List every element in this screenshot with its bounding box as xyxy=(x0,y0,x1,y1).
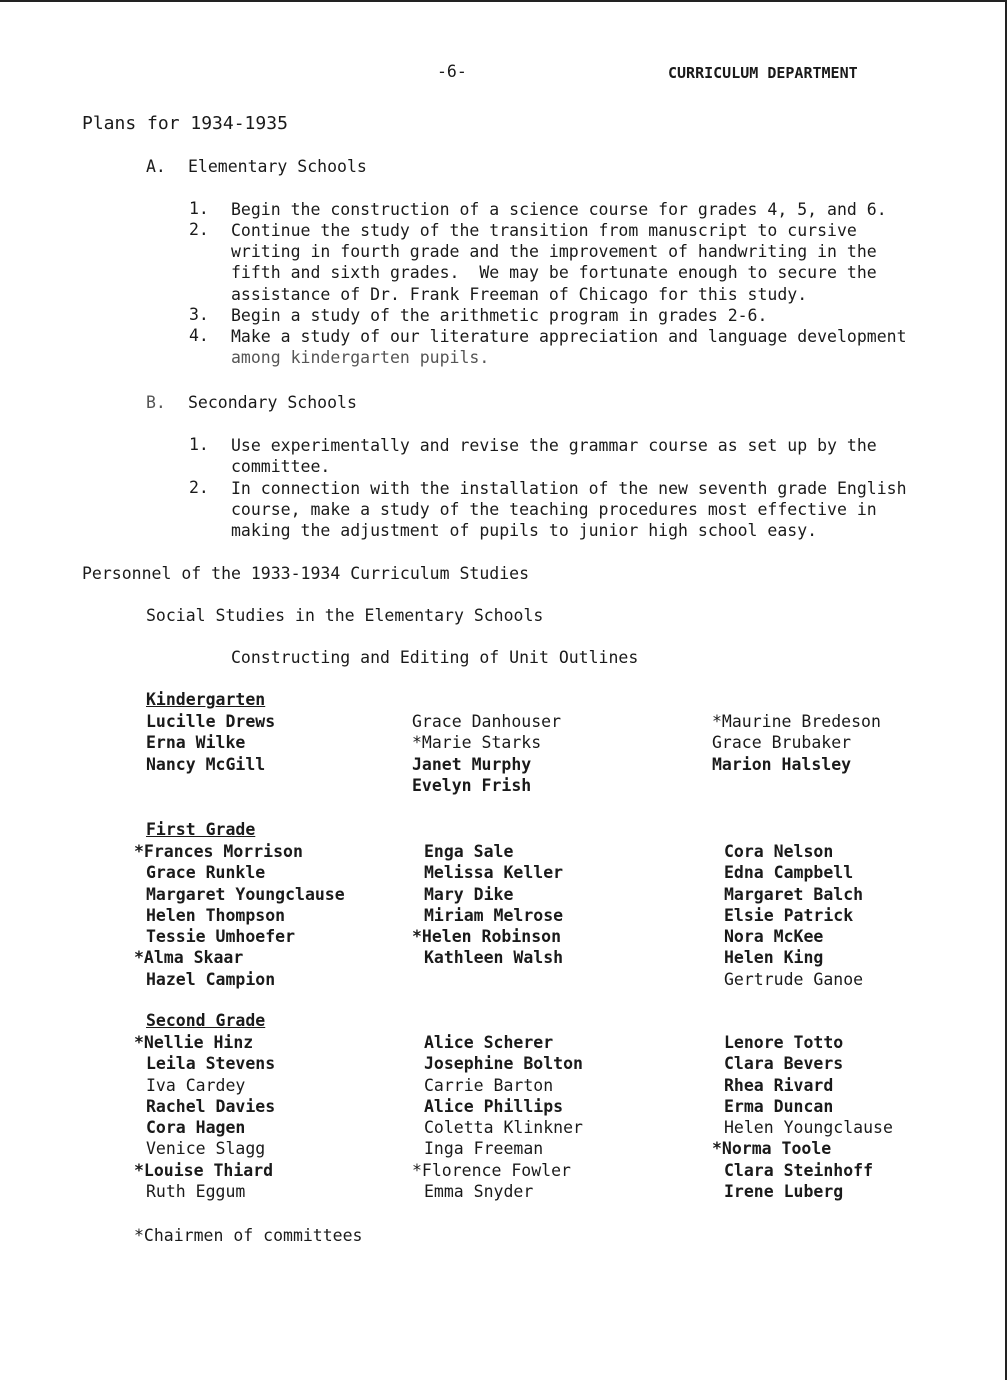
name-entry: Melissa Keller xyxy=(424,863,564,883)
name-entry: Mary Dike xyxy=(424,884,514,904)
name-entry: Evelyn Frish xyxy=(412,775,532,795)
name-entry: Clara Bevers xyxy=(724,1054,844,1074)
name-entry: Margaret Youngclause xyxy=(146,884,345,904)
page-number: -6- xyxy=(437,62,467,81)
name-entry: Josephine Bolton xyxy=(424,1054,583,1074)
name-entry: *Alma Skaar xyxy=(134,948,244,968)
section-b-label: B. xyxy=(146,393,166,412)
section-a-label: A. xyxy=(146,157,166,176)
item-number: 3. xyxy=(189,305,209,324)
name-entry: Iva Cardey xyxy=(146,1075,246,1095)
plan-item-text: Begin a study of the arithmetic program in grades 2-6. xyxy=(231,306,768,325)
plan-item-text: Continue the study of the transition from manuscript to cursive writing in fourth grade and the improvement of handwriting in the fifth and sixth grades. We may be fortunate enough to secure the assistance of Dr. Frank Freeman of Chicago for this study. xyxy=(231,221,877,304)
name-entry: *Maurine Bredeson xyxy=(712,712,881,731)
item-number: 2. xyxy=(189,220,209,239)
personnel-subsubtitle: Constructing and Editing of Unit Outlines xyxy=(231,648,639,667)
name-entry: Miriam Melrose xyxy=(424,905,564,925)
first-grade-column-3 xyxy=(724,841,863,990)
name-entry: *Frances Morrison xyxy=(134,842,303,861)
name-entry: Leila Stevens xyxy=(146,1054,276,1074)
item-number: 4. xyxy=(189,326,209,345)
name-entry: Grace Brubaker xyxy=(712,733,852,753)
second-grade-column-1 xyxy=(134,1032,275,1202)
name-entry: Coletta Klinkner xyxy=(424,1118,583,1138)
second-grade-column-3 xyxy=(712,1032,893,1202)
kindergarten-column-2 xyxy=(412,711,561,796)
name-entry: Inga Freeman xyxy=(424,1139,544,1159)
name-entry: Rachel Davies xyxy=(146,1096,276,1116)
name-entry: Carrie Barton xyxy=(424,1075,554,1095)
footnote: *Chairmen of committees xyxy=(134,1226,363,1245)
name-entry: Marion Halsley xyxy=(712,754,852,774)
name-entry: Elsie Patrick xyxy=(724,905,854,925)
name-entry: Janet Murphy xyxy=(412,754,532,774)
plans-title: Plans for 1934-1935 xyxy=(82,113,288,134)
name-entry: Helen King xyxy=(724,948,824,968)
scan-edge-top xyxy=(0,0,1007,2)
plan-item-text: In connection with the installation of the new seventh grade English course, make a study of the teaching procedures most effective in making the adjustment of pupils to junior high school easy. xyxy=(231,479,907,541)
personnel-subtitle: Social Studies in the Elementary Schools xyxy=(146,606,544,625)
name-entry: Lucille Drews xyxy=(146,712,276,731)
first-grade-column-1 xyxy=(134,841,345,990)
name-entry: *Louise Thiard xyxy=(134,1160,274,1180)
name-entry: Nancy McGill xyxy=(146,754,266,774)
plan-item-text: Begin the construction of a science course for grades 4, 5, and 6. xyxy=(231,200,887,219)
department-heading: CURRICULUM DEPARTMENT xyxy=(668,64,858,82)
item-number: 1. xyxy=(189,199,209,218)
name-entry: Cora Hagen xyxy=(146,1118,246,1138)
name-entry: Ruth Eggum xyxy=(146,1182,246,1202)
name-entry: Clara Steinhoff xyxy=(724,1160,874,1180)
name-entry: Emma Snyder xyxy=(424,1182,534,1202)
name-entry: Margaret Balch xyxy=(724,884,864,904)
name-entry: Nora McKee xyxy=(724,927,824,947)
name-entry: Erma Duncan xyxy=(724,1096,834,1116)
name-entry: Tessie Umhoefer xyxy=(146,927,296,947)
name-entry: *Nellie Hinz xyxy=(134,1033,254,1052)
name-entry: Grace Runkle xyxy=(146,863,266,883)
name-entry: *Florence Fowler xyxy=(412,1160,571,1180)
plan-item-text: Make a study of our literature appreciation and language development among kindergarten pupils. xyxy=(231,327,907,368)
kindergarten-column-3 xyxy=(712,711,881,775)
kindergarten-column-1 xyxy=(146,711,275,775)
second-grade-column-2 xyxy=(412,1032,583,1202)
plan-item-text: Use experimentally and revise the grammar course as set up by the committee. xyxy=(231,436,877,477)
first-grade-column-2 xyxy=(412,841,563,969)
item-number: 1. xyxy=(189,435,209,454)
item-number: 2. xyxy=(189,478,209,497)
section-a-title: Elementary Schools xyxy=(188,157,367,176)
name-entry: Kathleen Walsh xyxy=(424,948,564,968)
name-entry: Lenore Totto xyxy=(724,1033,844,1052)
name-entry: Edna Campbell xyxy=(724,863,854,883)
name-entry: Erna Wilke xyxy=(146,733,246,753)
name-entry: Rhea Rivard xyxy=(724,1075,834,1095)
name-entry: Helen Thompson xyxy=(146,905,286,925)
personnel-title: Personnel of the 1933-1934 Curriculum Studies xyxy=(82,564,530,583)
name-entry: Alice Scherer xyxy=(424,1033,554,1052)
group-heading-first-grade: First Grade xyxy=(146,820,256,839)
name-entry: Gertrude Ganoe xyxy=(724,969,864,989)
name-entry: *Helen Robinson xyxy=(412,927,562,947)
name-entry: Hazel Campion xyxy=(146,969,276,989)
name-entry: Enga Sale xyxy=(424,842,514,861)
name-entry: Grace Danhouser xyxy=(412,712,562,731)
name-entry: Alice Phillips xyxy=(424,1096,564,1116)
name-entry: Venice Slagg xyxy=(146,1139,266,1159)
name-entry: *Norma Toole xyxy=(712,1139,832,1159)
group-heading-second-grade: Second Grade xyxy=(146,1011,266,1030)
name-entry: *Marie Starks xyxy=(412,733,542,753)
section-b-title: Secondary Schools xyxy=(188,393,357,412)
name-entry: Helen Youngclause xyxy=(724,1118,893,1138)
name-entry: Cora Nelson xyxy=(724,842,834,861)
name-entry: Irene Luberg xyxy=(724,1182,844,1202)
group-heading-kindergarten: Kindergarten xyxy=(146,690,266,709)
